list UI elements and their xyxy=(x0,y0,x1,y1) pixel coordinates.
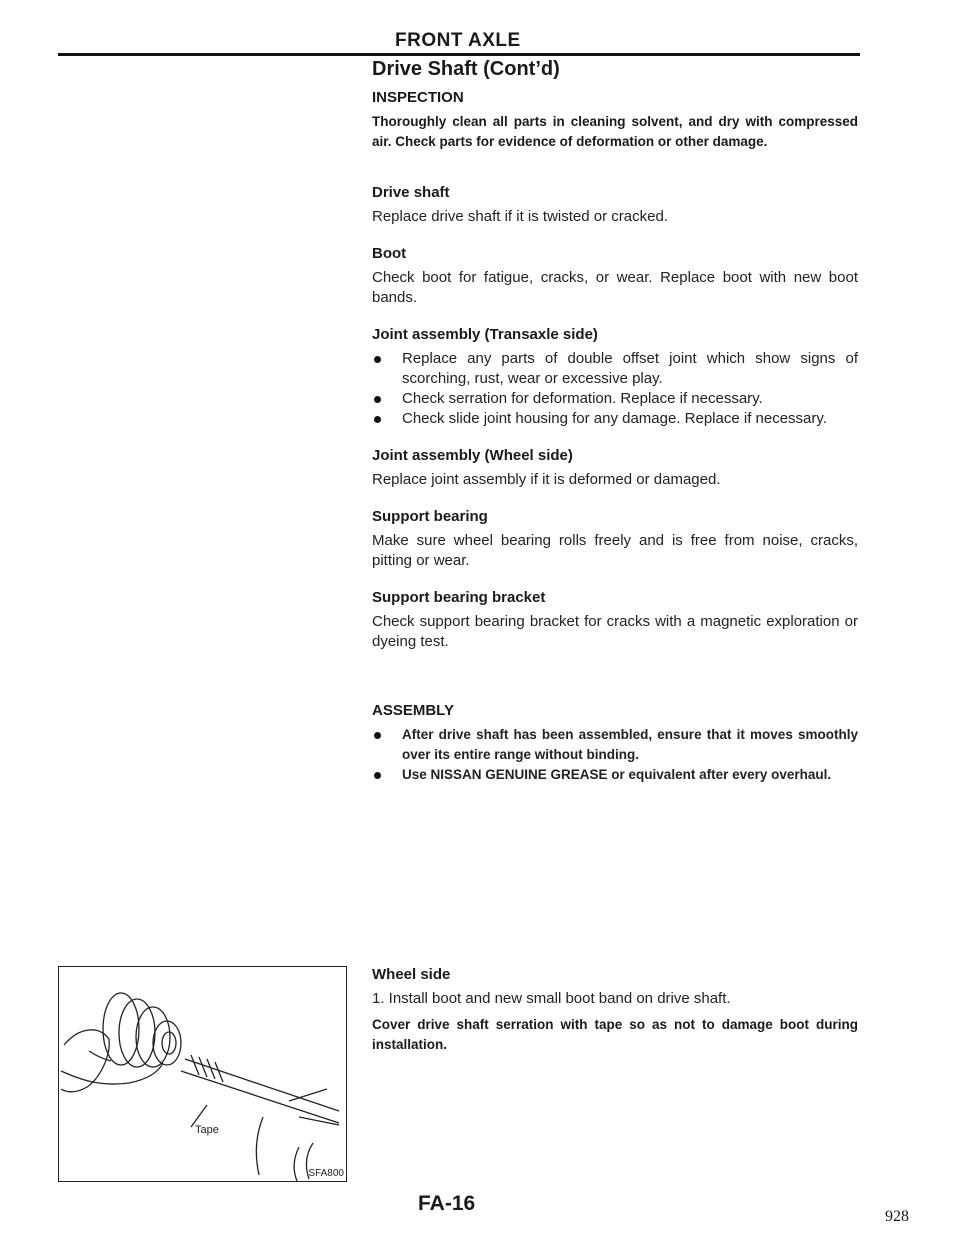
wheel-side-section xyxy=(372,966,858,1055)
boot-section xyxy=(372,245,858,308)
joint-wheel-heading: Joint assembly (Wheel side) xyxy=(372,447,573,464)
support-bracket-text: Check support bearing bracket for cracks with a magnetic exploration or dyeing test. xyxy=(372,613,858,650)
support-bracket-heading: Support bearing bracket xyxy=(372,589,546,606)
support-bearing-section xyxy=(372,508,858,571)
list-item: Check slide joint housing for any damage. Replace if necessary. xyxy=(372,409,858,429)
list-item: After drive shaft has been assembled, ensure that it moves smoothly over its entire range without binding. xyxy=(372,725,858,765)
page-number: FA-16 xyxy=(418,1192,476,1215)
list-item: Replace any parts of double offset joint which show signs of scorching, rust, wear or excessive play. xyxy=(372,349,858,389)
boot-opening xyxy=(162,1032,176,1054)
boot-tape-illustration xyxy=(59,967,346,1181)
hand-outline xyxy=(61,1030,109,1092)
list-item: Check serration for deformation. Replace if necessary. xyxy=(372,389,858,409)
figure-code: SFA800 xyxy=(308,1168,344,1179)
drive-shaft-section xyxy=(372,184,858,227)
support-bearing-heading: Support bearing xyxy=(372,508,488,525)
serration-tape xyxy=(191,1055,223,1082)
wheel-side-heading: Wheel side xyxy=(372,966,451,983)
joint-transaxle-list xyxy=(372,349,858,429)
housing-outline xyxy=(256,1117,263,1175)
tape-label: Tape xyxy=(195,1124,219,1136)
drive-shaft-heading: Drive shaft xyxy=(372,184,450,201)
boot-heading: Boot xyxy=(372,245,407,262)
section-title: Drive Shaft (Cont’d) xyxy=(372,58,560,80)
wheel-side-step: 1. Install boot and new small boot band on drive shaft. xyxy=(372,990,731,1007)
shaft-line xyxy=(181,1071,339,1123)
page-header-title: FRONT AXLE xyxy=(395,30,521,51)
shaft-line xyxy=(185,1059,339,1111)
main-content xyxy=(372,58,858,803)
housing-outline xyxy=(294,1147,299,1181)
joint-wheel-section xyxy=(372,447,858,490)
boot-text: Check boot for fatigue, cracks, or wear. Replace boot with new boot bands. xyxy=(372,269,858,306)
document-number: 928 xyxy=(885,1208,909,1225)
boot-fold xyxy=(119,999,155,1067)
joint-transaxle-section xyxy=(372,326,858,429)
boot-installation-figure xyxy=(58,966,347,1182)
joint-wheel-text: Replace joint assembly if it is deformed or damaged. xyxy=(372,471,721,488)
support-bracket-section xyxy=(372,589,858,652)
assembly-heading: ASSEMBLY xyxy=(372,702,454,719)
assembly-list xyxy=(372,725,858,785)
boot-fold xyxy=(153,1021,181,1065)
inspection-intro: Thoroughly clean all parts in cleaning solvent, and dry with compressed air. Check parts for evidence of deformation or other damage. xyxy=(372,114,858,149)
joint-transaxle-heading: Joint assembly (Transaxle side) xyxy=(372,326,598,343)
list-item: Use NISSAN GENUINE GREASE or equivalent after every overhaul. xyxy=(372,765,858,785)
wheel-side-note: Cover drive shaft serration with tape so as not to damage boot during installation. xyxy=(372,1017,858,1052)
assembly-section xyxy=(372,702,858,785)
drive-shaft-text: Replace drive shaft if it is twisted or cracked. xyxy=(372,208,668,225)
inspection-heading: INSPECTION xyxy=(372,89,464,106)
support-bearing-text: Make sure wheel bearing rolls freely and is free from noise, cracks, pitting or wear. xyxy=(372,532,858,569)
header-rule xyxy=(58,53,860,56)
shaft-edge xyxy=(289,1089,339,1125)
